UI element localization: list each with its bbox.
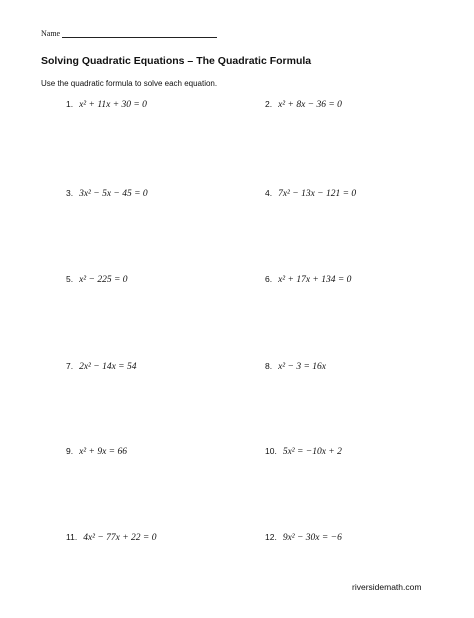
problem-8 — [265, 361, 326, 372]
problem-number: 1. — [66, 99, 74, 109]
problem-equation: 7x² − 13x − 121 = 0 — [278, 189, 357, 199]
problem-6 — [265, 274, 351, 285]
problem-9 — [66, 446, 127, 457]
problem-number: 12. — [265, 532, 277, 542]
problem-number: 10. — [265, 446, 277, 456]
problem-7 — [66, 361, 136, 372]
problem-number: 4. — [265, 188, 273, 198]
problem-equation: 5x² = −10x + 2 — [282, 447, 342, 457]
problem-number: 5. — [66, 274, 74, 284]
problem-number: 2. — [265, 99, 273, 109]
footer-source: riversidemath.com — [352, 582, 422, 592]
problem-equation: x² + 8x − 36 = 0 — [278, 100, 342, 110]
problem-equation: x² − 225 = 0 — [79, 275, 128, 285]
problem-equation: 2x² − 14x = 54 — [79, 362, 137, 372]
problem-10 — [265, 446, 342, 457]
problem-number: 3. — [66, 188, 74, 198]
problem-3 — [66, 188, 148, 199]
page-title: Solving Quadratic Equations – The Quadratic Formula — [41, 55, 312, 67]
name-label: Name — [41, 29, 61, 38]
problem-number: 6. — [265, 274, 273, 284]
problem-number: 8. — [265, 361, 273, 371]
problem-4 — [265, 188, 356, 199]
name-row — [41, 28, 217, 38]
problem-1 — [66, 99, 147, 110]
problem-number: 11. — [66, 532, 78, 542]
problem-equation: 4x² − 77x + 22 = 0 — [83, 533, 157, 543]
problem-5 — [66, 274, 127, 285]
problem-11 — [66, 532, 156, 543]
problem-equation: x² − 3 = 16x — [278, 362, 326, 372]
problem-12 — [265, 532, 342, 543]
problem-equation: x² + 9x = 66 — [79, 447, 127, 457]
instructions: Use the quadratic formula to solve each equation. — [41, 79, 218, 88]
problem-2 — [265, 99, 342, 110]
problem-equation: x² + 17x + 134 = 0 — [278, 275, 352, 285]
problem-equation: 9x² − 30x = −6 — [282, 533, 342, 543]
problem-number: 9. — [66, 446, 74, 456]
problem-number: 7. — [66, 361, 74, 371]
problem-equation: 3x² − 5x − 45 = 0 — [79, 189, 148, 199]
problem-equation: x² + 11x + 30 = 0 — [79, 100, 147, 110]
name-field[interactable] — [62, 28, 217, 38]
